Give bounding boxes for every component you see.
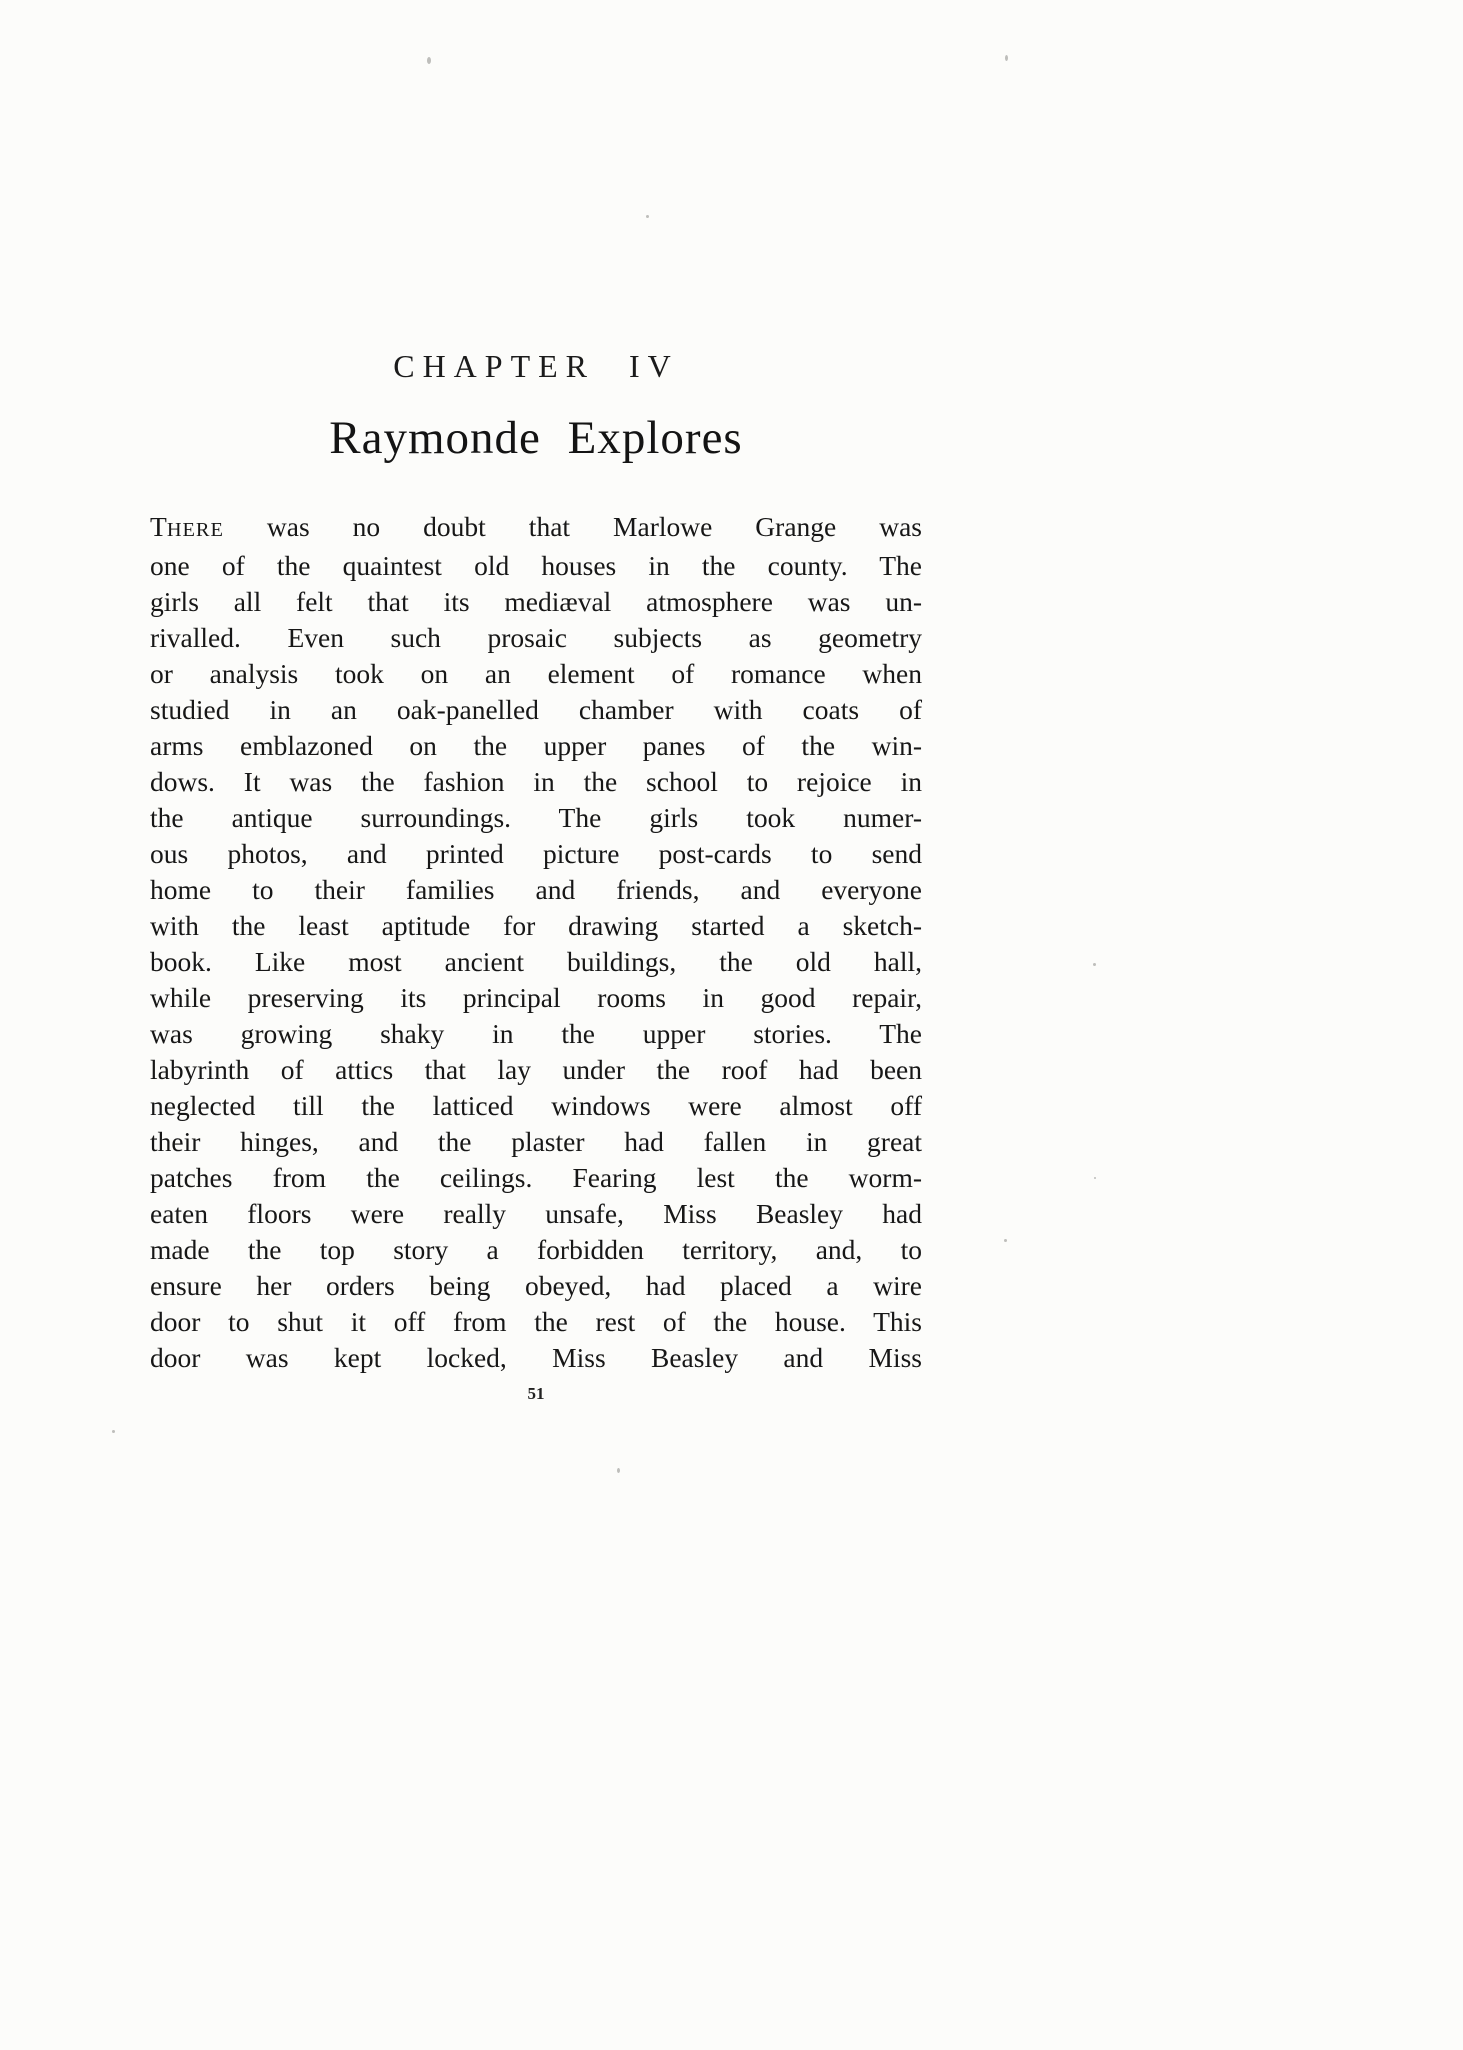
text-line: while preserving its principal rooms in good repair, (150, 982, 922, 1013)
body-text (150, 509, 922, 1376)
scan-speck (1005, 55, 1008, 61)
scan-speck (646, 215, 649, 218)
scan-speck (427, 57, 431, 64)
text-line: home to their families and friends, and everyone (150, 874, 922, 905)
first-line-rest: was no doubt that Marlowe Grange was (223, 511, 922, 542)
text-line: eaten floors were really unsafe, Miss Beasley had (150, 1198, 922, 1229)
text-line: labyrinth of attics that lay under the roof had been (150, 1054, 922, 1085)
scan-speck (617, 1468, 620, 1473)
drop-initial: T (150, 511, 167, 542)
scan-speck (1094, 1177, 1096, 1179)
text-line: or analysis took on an element of romance when (150, 658, 922, 689)
text-line: rivalled. Even such prosaic subjects as geometry (150, 622, 922, 653)
text-line: door to shut it off from the rest of the house. This (150, 1306, 922, 1337)
text-line: ous photos, and printed picture post-cards to send (150, 838, 922, 869)
text-line: arms emblazoned on the upper panes of the win- (150, 730, 922, 761)
scan-speck (1004, 1239, 1007, 1242)
chapter-title: Raymonde Explores (329, 412, 743, 464)
text-line: ensure her orders being obeyed, had placed a wire (150, 1270, 922, 1301)
page-number: 51 (527, 1384, 545, 1403)
chapter-heading: CHAPTER IV (393, 348, 679, 384)
text-line: patches from the ceilings. Fearing lest the worm- (150, 1162, 922, 1193)
text-line (150, 509, 922, 548)
smallcaps-lead: HERE (166, 519, 224, 541)
text-line: girls all felt that its mediæval atmosphere was un- (150, 586, 922, 617)
text-line: book. Like most ancient buildings, the old hall, (150, 946, 922, 977)
text-line: door was kept locked, Miss Beasley and Miss (150, 1342, 922, 1373)
text-line: the antique surroundings. The girls took numer- (150, 802, 922, 833)
text-line: with the least aptitude for drawing started a sketch- (150, 910, 922, 941)
text-line: studied in an oak-panelled chamber with coats of (150, 694, 922, 725)
text-line: was growing shaky in the upper stories. The (150, 1018, 922, 1049)
scan-speck (1093, 963, 1096, 966)
text-line: their hinges, and the plaster had fallen in great (150, 1126, 922, 1157)
text-line: dows. It was the fashion in the school to rejoice in (150, 766, 922, 797)
scan-speck (112, 1430, 115, 1433)
text-line: neglected till the latticed windows were almost off (150, 1090, 922, 1121)
text-block (150, 348, 922, 1404)
text-line: made the top story a forbidden territory, and, to (150, 1234, 922, 1265)
text-line: one of the quaintest old houses in the county. The (150, 550, 922, 581)
